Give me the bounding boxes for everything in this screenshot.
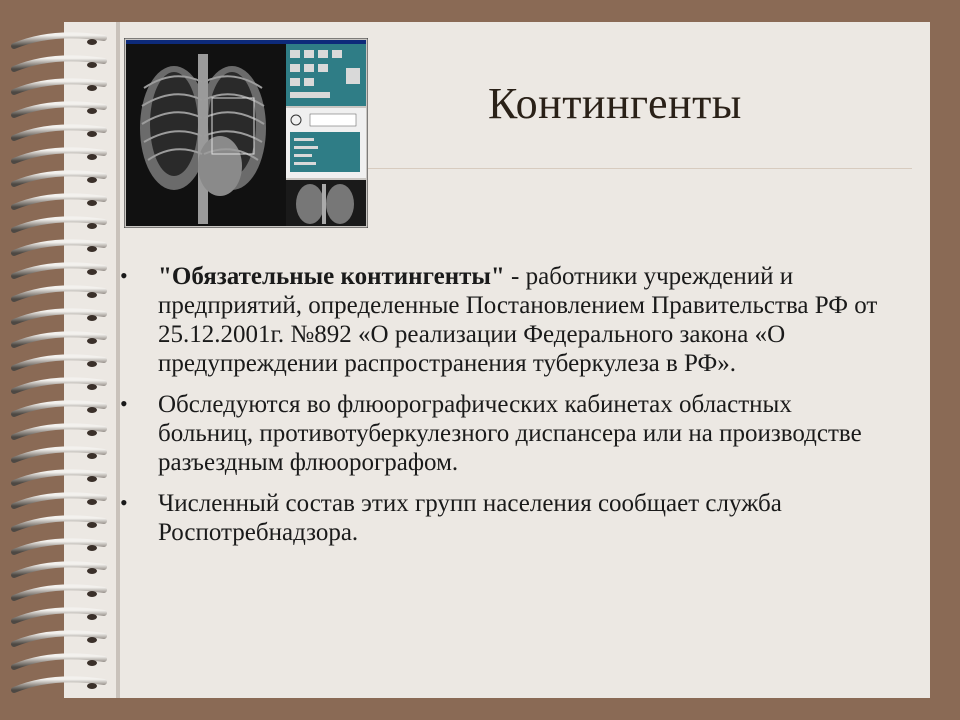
binding-hole-icon [87,246,97,252]
binding-hole-icon [87,637,97,643]
binding-hole-icon [87,476,97,482]
title-divider [280,168,912,169]
bullet-text: Обследуются во флюорографических кабинетах областных больниц, противотуберкулезного диспансера или на производстве разъездным флюорографом. [158,391,862,476]
bullet-text: Численный состав этих групп населения сообщает служба Роспотребнадзора. [158,490,782,546]
binding-hole-icon [87,522,97,528]
bullet-dot-icon: • [120,490,128,515]
bullet-item [120,262,880,378]
bullet-lead: "Обязательные контингенты" [158,263,505,290]
binding-hole-icon [87,430,97,436]
bullet-text: - работники учреждений и предприятий, определенные Постановлением Правительства РФ от 25.12.2001г. №892 «О реализации Федерального закона «О предупреждении распространения туберкулеза в РФ». [158,263,878,377]
bullet-item [120,390,880,477]
binding-hole-icon [87,361,97,367]
binding-hole-icon [87,384,97,390]
binding-hole-icon [87,177,97,183]
binding-hole-icon [87,62,97,68]
binding-hole-icon [87,292,97,298]
binding-hole-icon [87,39,97,45]
binding-hole-icon [87,453,97,459]
binding-hole-icon [87,407,97,413]
binding-hole-icon [87,568,97,574]
binding-hole-icon [87,591,97,597]
spiral-binding [0,0,130,720]
binding-hole-icon [87,338,97,344]
binding-hole-icon [87,154,97,160]
fluorography-screenshot-image [124,38,368,228]
binding-hole-icon [87,200,97,206]
binding-hole-icon [87,614,97,620]
binding-hole-icon [87,85,97,91]
binding-hole-icon [87,315,97,321]
binding-hole-icon [87,683,97,689]
binding-hole-icon [87,108,97,114]
bullet-list [120,262,880,559]
bullet-dot-icon: • [120,263,128,288]
binding-hole-icon [87,545,97,551]
bullet-item [120,489,880,547]
bullet-dot-icon: • [120,391,128,416]
binding-hole-icon [87,269,97,275]
binding-hole-icon [87,499,97,505]
binding-hole-icon [87,660,97,666]
binding-hole-icon [87,131,97,137]
slide-title: Контингенты [488,79,742,128]
binding-hole-icon [87,223,97,229]
